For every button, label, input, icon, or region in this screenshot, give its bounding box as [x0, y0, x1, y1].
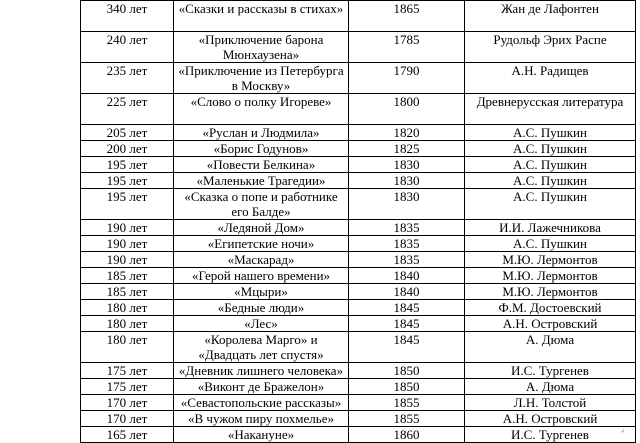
title-cell: «Маскарад» [174, 252, 349, 268]
anniversary-cell: 180 лет [81, 332, 174, 363]
year-cell: 1840 [349, 268, 465, 284]
table-row [81, 125, 636, 141]
document-page [80, 0, 636, 443]
year-cell: 1790 [349, 63, 465, 94]
anniversary-cell: 205 лет [81, 125, 174, 141]
author-cell: Жан де Лафонтен [465, 1, 636, 32]
author-cell: А.Н. Островский [465, 316, 636, 332]
title-cell: «Египетские ночи» [174, 236, 349, 252]
year-cell: 1820 [349, 125, 465, 141]
year-cell: 1850 [349, 379, 465, 395]
title-cell: «Лес» [174, 316, 349, 332]
year-cell: 1825 [349, 141, 465, 157]
year-cell: 1845 [349, 332, 465, 363]
table-row [81, 252, 636, 268]
author-cell: Ф.М. Достоевский [465, 300, 636, 316]
table-row [81, 189, 636, 220]
table-row [81, 284, 636, 300]
year-cell: 1845 [349, 316, 465, 332]
anniversary-cell: 180 лет [81, 300, 174, 316]
title-cell: «Дневник лишнего человека» [174, 363, 349, 379]
author-cell: И.И. Лажечникова [465, 220, 636, 236]
table-body [81, 1, 636, 443]
table-row [81, 63, 636, 94]
table-row [81, 220, 636, 236]
title-cell: «Накануне» [174, 427, 349, 443]
title-cell: «Борис Годунов» [174, 141, 349, 157]
anniversary-cell: 190 лет [81, 252, 174, 268]
title-cell: «Сказки и рассказы в стихах» [174, 1, 349, 32]
title-cell: «Мцыри» [174, 284, 349, 300]
title-cell: «Слово о полку Игореве» [174, 94, 349, 125]
author-cell: А. Дюма [465, 379, 636, 395]
table-row [81, 363, 636, 379]
year-cell: 1855 [349, 411, 465, 427]
author-cell: М.Ю. Лермонтов [465, 268, 636, 284]
title-cell: «Герой нашего времени» [174, 268, 349, 284]
title-cell: «Маленькие Трагедии» [174, 173, 349, 189]
table-row [81, 411, 636, 427]
anniversary-cell: 190 лет [81, 236, 174, 252]
year-cell: 1850 [349, 363, 465, 379]
anniversary-cell: 340 лет [81, 1, 174, 32]
author-cell: Л.Н. Толстой [465, 395, 636, 411]
author-cell: Рудольф Эрих Распе [465, 32, 636, 63]
table-row [81, 379, 636, 395]
title-cell: «Королева Марго» и «Двадцать лет спустя» [174, 332, 349, 363]
author-cell: А.Н. Островский [465, 411, 636, 427]
table-row [81, 236, 636, 252]
anniversary-cell: 195 лет [81, 173, 174, 189]
author-cell: А.С. Пушкин [465, 236, 636, 252]
year-cell: 1830 [349, 157, 465, 173]
year-cell: 1785 [349, 32, 465, 63]
author-cell: А.С. Пушкин [465, 189, 636, 220]
year-cell: 1800 [349, 94, 465, 125]
table-row [81, 32, 636, 63]
anniversary-cell: 185 лет [81, 268, 174, 284]
author-cell: А.С. Пушкин [465, 125, 636, 141]
table-row [81, 268, 636, 284]
anniversary-cell: 165 лет [81, 427, 174, 443]
year-cell: 1835 [349, 252, 465, 268]
title-cell: «Сказка о попе и работнике его Балде» [174, 189, 349, 220]
anniversary-cell: 170 лет [81, 395, 174, 411]
table-row [81, 141, 636, 157]
year-cell: 1835 [349, 220, 465, 236]
table-row [81, 1, 636, 32]
year-cell: 1830 [349, 173, 465, 189]
anniversary-cell: 200 лет [81, 141, 174, 157]
anniversary-cell: 180 лет [81, 316, 174, 332]
table-row [81, 427, 636, 443]
table-row [81, 332, 636, 363]
title-cell: «Севастопольские рассказы» [174, 395, 349, 411]
author-cell: А.С. Пушкин [465, 157, 636, 173]
author-cell: А.Н. Радищев [465, 63, 636, 94]
table-row [81, 395, 636, 411]
table-row [81, 300, 636, 316]
title-cell: «Руслан и Людмила» [174, 125, 349, 141]
corner-mark: ↲ [620, 428, 626, 435]
anniversary-table [80, 0, 636, 443]
table-row [81, 94, 636, 125]
author-cell: И.С. Тургенев [465, 427, 636, 443]
anniversary-cell: 225 лет [81, 94, 174, 125]
table-row [81, 157, 636, 173]
anniversary-cell: 175 лет [81, 379, 174, 395]
year-cell: 1830 [349, 189, 465, 220]
anniversary-cell: 235 лет [81, 63, 174, 94]
anniversary-cell: 195 лет [81, 157, 174, 173]
title-cell: «Приключение из Петербурга в Москву» [174, 63, 349, 94]
author-cell: А.С. Пушкин [465, 141, 636, 157]
year-cell: 1855 [349, 395, 465, 411]
year-cell: 1835 [349, 236, 465, 252]
author-cell: М.Ю. Лермонтов [465, 252, 636, 268]
title-cell: «Повести Белкина» [174, 157, 349, 173]
anniversary-cell: 195 лет [81, 189, 174, 220]
author-cell: Древнерусская литература [465, 94, 636, 125]
anniversary-cell: 185 лет [81, 284, 174, 300]
author-cell: А.С. Пушкин [465, 173, 636, 189]
table-row [81, 316, 636, 332]
anniversary-cell: 175 лет [81, 363, 174, 379]
anniversary-cell: 240 лет [81, 32, 174, 63]
year-cell: 1845 [349, 300, 465, 316]
title-cell: «В чужом пиру похмелье» [174, 411, 349, 427]
year-cell: 1865 [349, 1, 465, 32]
year-cell: 1840 [349, 284, 465, 300]
author-cell: А. Дюма [465, 332, 636, 363]
anniversary-cell: 170 лет [81, 411, 174, 427]
title-cell: «Приключение барона Мюнхаузена» [174, 32, 349, 63]
year-cell: 1860 [349, 427, 465, 443]
title-cell: «Ледяной Дом» [174, 220, 349, 236]
title-cell: «Виконт де Бражелон» [174, 379, 349, 395]
author-cell: И.С. Тургенев [465, 363, 636, 379]
table-row [81, 173, 636, 189]
title-cell: «Бедные люди» [174, 300, 349, 316]
author-cell: М.Ю. Лермонтов [465, 284, 636, 300]
anniversary-cell: 190 лет [81, 220, 174, 236]
